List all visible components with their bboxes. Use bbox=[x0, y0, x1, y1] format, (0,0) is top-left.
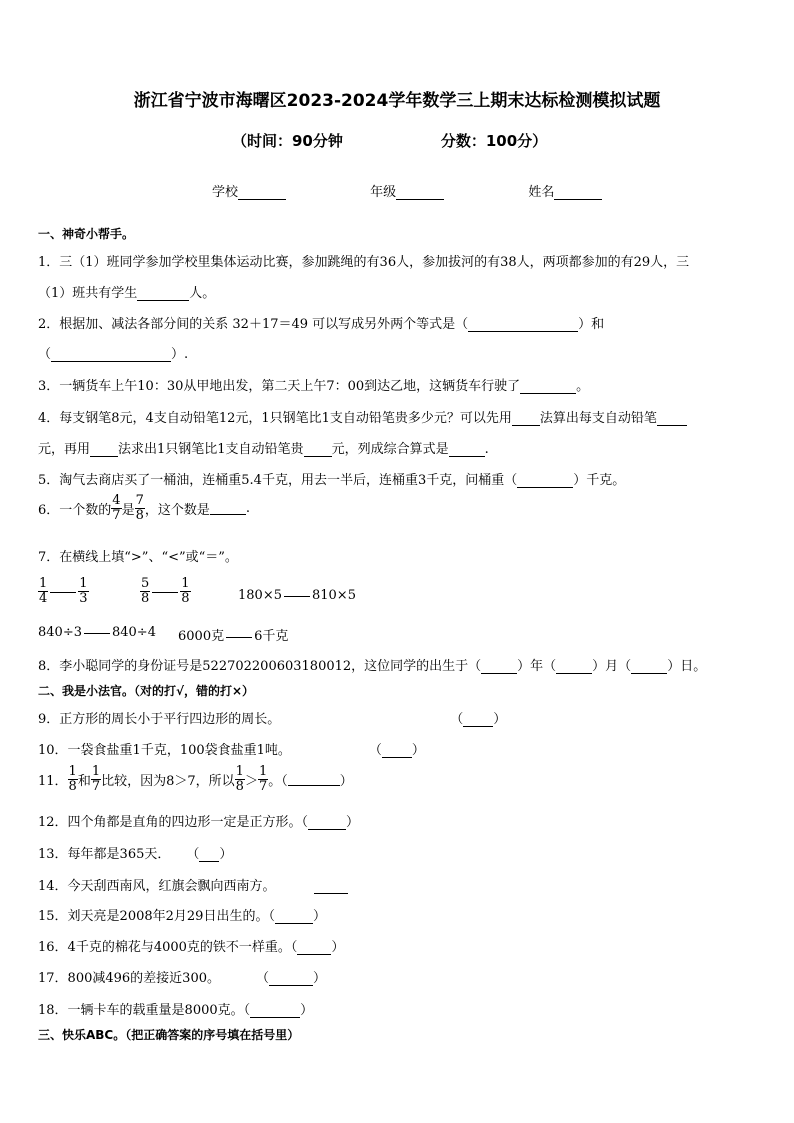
answer-blank[interactable] bbox=[449, 444, 485, 457]
answer-blank[interactable] bbox=[314, 881, 348, 894]
question-14: 14．今天刮西南风，红旗会飘向西南方。 bbox=[38, 875, 348, 894]
answer-blank[interactable] bbox=[51, 349, 171, 362]
answer-blank[interactable] bbox=[275, 911, 313, 924]
question-2-line-1: 2．根据加、减法各部分间的关系 32＋17＝49 可以写成另外两个等式是（ ）和 bbox=[38, 317, 605, 332]
question-1-line-2: （1）班共有学生 人。 bbox=[38, 286, 216, 301]
compare-blank[interactable] bbox=[226, 636, 252, 638]
answer-blank[interactable] bbox=[657, 413, 687, 426]
question-2-line-2: （ ）. bbox=[38, 347, 189, 362]
answer-blank[interactable] bbox=[463, 714, 493, 727]
compare-blank[interactable] bbox=[84, 632, 110, 634]
answer-blank[interactable] bbox=[631, 661, 667, 674]
compare-item-4: 840÷3 840÷4 bbox=[38, 625, 156, 640]
question-4-line-2: 元，再用 法求出1只钢笔比1支自动铅笔贵 元，列成综合算式是 . bbox=[38, 442, 489, 457]
answer-blank[interactable] bbox=[468, 319, 578, 332]
answer-blank[interactable] bbox=[512, 413, 540, 426]
answer-blank[interactable] bbox=[520, 381, 576, 394]
score-label: 分数：100分） bbox=[440, 132, 548, 150]
answer-blank[interactable] bbox=[382, 745, 412, 758]
compare-item-3: 180×5 810×5 bbox=[238, 588, 356, 603]
question-16: 16．4千克的棉花与4000克的铁不一样重。（ ） bbox=[38, 940, 345, 955]
compare-item-5: 6000克 6千克 bbox=[178, 629, 289, 644]
answer-blank[interactable] bbox=[137, 288, 189, 301]
fraction: $\frac{7}{8}$ bbox=[135, 493, 144, 523]
section-heading-1: 一、神奇小帮手。 bbox=[38, 227, 135, 241]
question-5: 5．淘气去商店买了一桶油，连桶重5.4千克，用去一半后，连桶重3千克，问桶重（ ）千克。 bbox=[38, 473, 626, 488]
compare-blank[interactable] bbox=[50, 591, 76, 593]
answer-blank[interactable] bbox=[556, 661, 592, 674]
section-heading-3: 三、快乐ABC。（把正确答案的序号填在括号里） bbox=[38, 1028, 300, 1042]
question-11: 11． $\frac{1}{8}$ 和 $\frac{1}{7}$ 比较，因为8＞7，所以 $\frac{1}{8}$ ＞ $\frac{1}{7}$ 。（ ） bbox=[38, 764, 353, 794]
compare-blank[interactable] bbox=[284, 595, 310, 597]
answer-blank[interactable] bbox=[297, 942, 331, 955]
compare-item-1: $\frac{1}{4}$ $\frac{1}{3}$ bbox=[39, 576, 88, 606]
school-field[interactable] bbox=[238, 187, 286, 200]
question-8: 8．李小聪同学的身份证号是522702200603180012，这位同学的出生于（ ）年（ ）月（ ）日。 bbox=[38, 659, 707, 674]
answer-blank[interactable] bbox=[199, 849, 219, 862]
answer-blank[interactable] bbox=[250, 1005, 300, 1018]
question-17: 17．800减496的差接近300。 （ ） bbox=[38, 971, 327, 986]
question-9: 9．正方形的周长小于平行四边形的周长。 （ ） bbox=[38, 712, 507, 727]
student-info-fields bbox=[212, 181, 602, 200]
section-heading-2: 二、我是小法官。（对的打√，错的打×） bbox=[38, 684, 255, 698]
compare-blank[interactable] bbox=[152, 591, 178, 593]
question-6: 6．一个数的 $\frac{4}{7}$ 是 $\frac{7}{8}$ ，这个数是 . bbox=[38, 493, 251, 523]
answer-blank[interactable] bbox=[269, 973, 313, 986]
question-10: 10．一袋食盐重1千克，100袋食盐重1吨。 （ ） bbox=[38, 743, 425, 758]
answer-blank[interactable] bbox=[210, 502, 246, 515]
question-18: 18．一辆卡车的载重量是8000克。（ ） bbox=[38, 1003, 314, 1018]
question-12: 12．四个角都是直角的四边形一定是正方形。（ ） bbox=[38, 815, 360, 830]
grade-label: 年级 bbox=[370, 185, 397, 200]
question-1-line-1: 1．三（1）班同学参加学校里集体运动比赛，参加跳绳的有36人，参加拔河的有38人，两项都参加的有29人，三 bbox=[38, 255, 690, 270]
school-label: 学校 bbox=[212, 185, 239, 200]
answer-blank[interactable] bbox=[308, 817, 346, 830]
question-4-line-1: 4．每支钢笔8元，4支自动铅笔12元，1只钢笔比1支自动铅笔贵多少元？可以先用 法算出每支自动铅笔 bbox=[38, 407, 687, 426]
exam-subtitle bbox=[232, 130, 547, 151]
question-15: 15．刘天亮是2008年2月29日出生的。（ ） bbox=[38, 909, 326, 924]
answer-blank[interactable] bbox=[481, 661, 517, 674]
question-3: 3．一辆货车上午10：30从甲地出发，第二天上午7：00到达乙地，这辆货车行驶了 。 bbox=[38, 379, 590, 394]
compare-item-2: $\frac{5}{8}$ $\frac{1}{8}$ bbox=[141, 576, 190, 606]
answer-blank[interactable] bbox=[90, 444, 118, 457]
answer-blank[interactable] bbox=[288, 773, 340, 786]
fraction: $\frac{4}{7}$ bbox=[112, 493, 121, 523]
exam-title: 浙江省宁波市海曙区2023-2024学年数学三上期末达标检测模拟试题 bbox=[133, 91, 661, 111]
grade-field[interactable] bbox=[396, 187, 444, 200]
answer-blank[interactable] bbox=[304, 444, 332, 457]
time-label: （时间：90分钟 bbox=[232, 132, 343, 150]
answer-blank[interactable] bbox=[517, 475, 573, 488]
question-13: 13．每年都是365天． （ ） bbox=[38, 847, 233, 862]
name-field[interactable] bbox=[554, 187, 602, 200]
name-label: 姓名 bbox=[528, 185, 555, 200]
question-7: 7．在横线上填“>”、“<”或“＝”。 bbox=[38, 550, 238, 565]
